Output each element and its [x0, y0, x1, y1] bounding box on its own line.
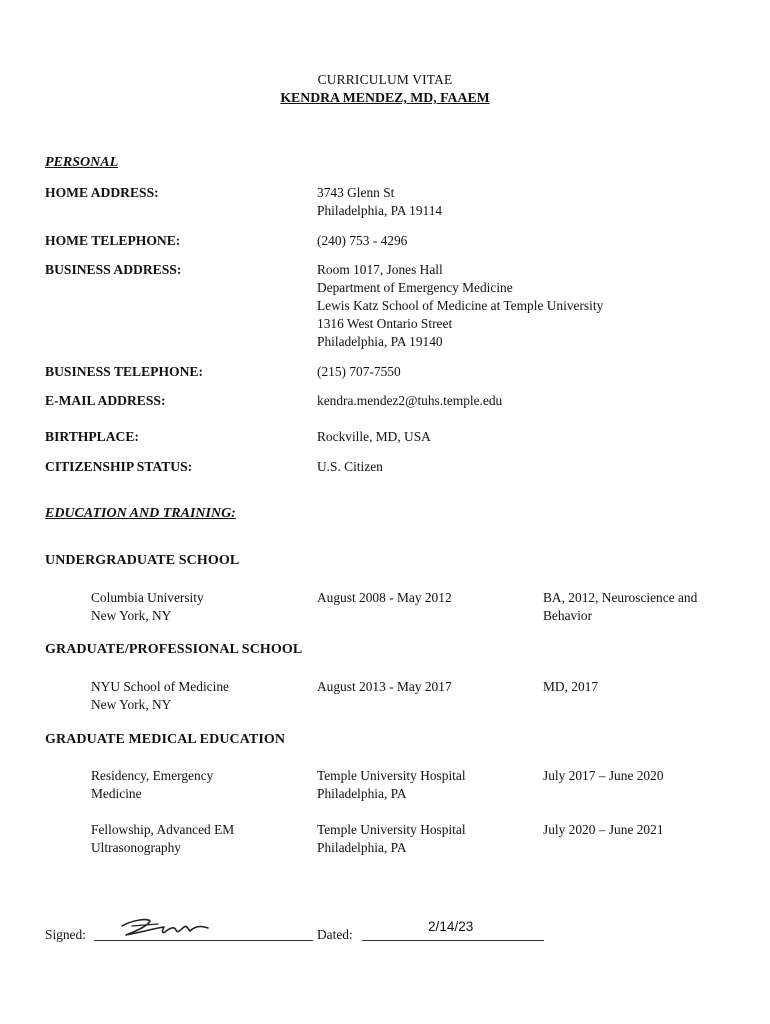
undergrad-degree	[543, 589, 697, 625]
birthplace-label: BIRTHPLACE:	[45, 429, 139, 444]
address-line: Lewis Katz School of Medicine at Temple University	[317, 298, 604, 313]
gme-institution	[317, 821, 466, 857]
gme-dates: July 2017 – June 2020	[543, 768, 664, 783]
school-name: Columbia University	[91, 590, 204, 605]
personal-heading: PERSONAL	[45, 155, 119, 170]
address-line: Philadelphia, PA 19114	[317, 203, 443, 218]
undergrad-school	[91, 589, 204, 625]
home-address-value	[317, 184, 442, 220]
program-line: Fellowship, Advanced EM	[91, 822, 235, 837]
school-location: New York, NY	[91, 608, 172, 623]
home-phone-value: (240) 753 - 4296	[317, 233, 408, 248]
business-phone-value: (215) 707-7550	[317, 364, 401, 379]
grad-dates: August 2013 - May 2017	[317, 679, 452, 694]
birthplace-value: Rockville, MD, USA	[317, 429, 431, 444]
institution-line: Philadelphia, PA	[317, 786, 407, 801]
dated-label: Dated:	[317, 927, 353, 942]
grad-heading: GRADUATE/PROFESSIONAL SCHOOL	[45, 642, 303, 657]
program-line: Medicine	[91, 786, 142, 801]
business-phone-label: BUSINESS TELEPHONE:	[45, 364, 204, 379]
grad-degree: MD, 2017	[543, 679, 599, 694]
business-address-value	[317, 261, 603, 351]
address-line: Room 1017, Jones Hall	[317, 262, 443, 277]
email-label: E-MAIL ADDRESS:	[45, 393, 166, 408]
degree-line: BA, 2012, Neuroscience and	[543, 590, 698, 605]
school-name: NYU School of Medicine	[91, 679, 229, 694]
date-value: 2/14/23	[428, 919, 474, 934]
signature-line	[94, 940, 313, 941]
undergrad-heading: UNDERGRADUATE SCHOOL	[45, 553, 240, 568]
degree-line: Behavior	[543, 608, 593, 623]
document-type: CURRICULUM VITAE	[317, 72, 453, 87]
institution-line: Temple University Hospital	[317, 822, 466, 837]
handwritten-signature	[118, 914, 212, 940]
education-heading: EDUCATION AND TRAINING:	[45, 506, 236, 521]
gme-program	[91, 767, 213, 803]
citizenship-value: U.S. Citizen	[317, 459, 383, 474]
date-line	[362, 940, 544, 941]
home-phone-label: HOME TELEPHONE:	[45, 233, 181, 248]
address-line: Philadelphia, PA 19140	[317, 334, 443, 349]
gme-program	[91, 821, 234, 857]
gme-heading: GRADUATE MEDICAL EDUCATION	[45, 732, 286, 747]
gme-institution	[317, 767, 466, 803]
program-line: Ultrasonography	[91, 840, 181, 855]
business-address-label: BUSINESS ADDRESS:	[45, 262, 182, 277]
address-line: 3743 Glenn St	[317, 185, 395, 200]
school-location: New York, NY	[91, 697, 172, 712]
document-name: KENDRA MENDEZ, MD, FAAEM	[280, 90, 490, 105]
institution-line: Philadelphia, PA	[317, 840, 407, 855]
signed-label: Signed:	[45, 927, 86, 942]
address-line: Department of Emergency Medicine	[317, 280, 513, 295]
grad-school	[91, 678, 229, 714]
address-line: 1316 West Ontario Street	[317, 316, 453, 331]
citizenship-label: CITIZENSHIP STATUS:	[45, 459, 193, 474]
email-value: kendra.mendez2@tuhs.temple.edu	[317, 393, 503, 408]
institution-line: Temple University Hospital	[317, 768, 466, 783]
home-address-label: HOME ADDRESS:	[45, 185, 159, 200]
undergrad-dates: August 2008 - May 2012	[317, 590, 452, 605]
program-line: Residency, Emergency	[91, 768, 214, 783]
gme-dates: July 2020 – June 2021	[543, 822, 664, 837]
